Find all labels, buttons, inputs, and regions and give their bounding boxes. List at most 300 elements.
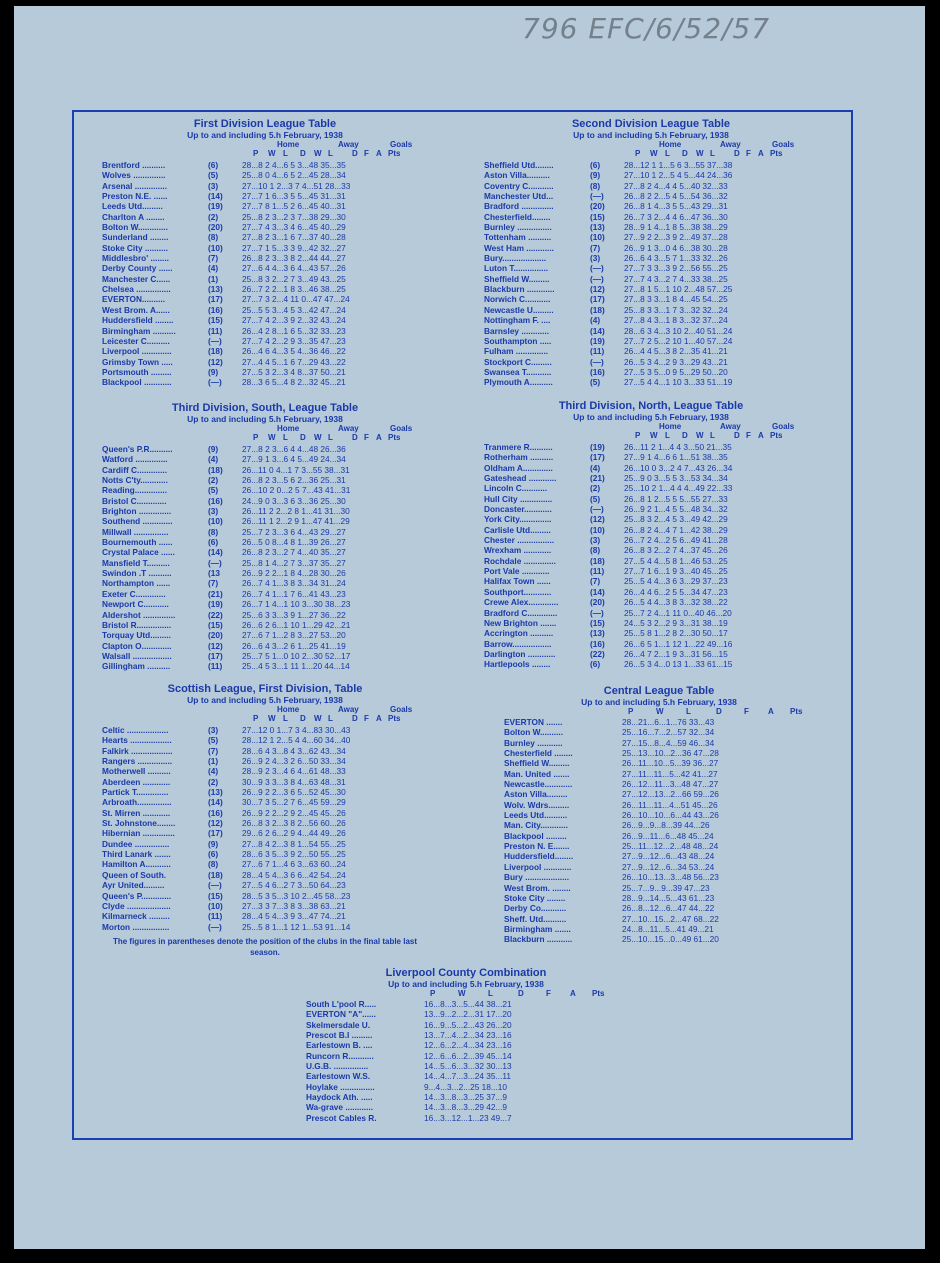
table-row [102, 661, 428, 671]
table-row [504, 872, 814, 882]
last-season-position: (22) [208, 609, 223, 620]
table-row [504, 738, 814, 748]
last-season-position: (—) [208, 921, 222, 932]
table-row [102, 253, 428, 263]
last-season-position: (15) [208, 315, 223, 326]
team-name: Leicester C.......... [102, 335, 170, 346]
table-row [306, 1071, 626, 1081]
table-body [306, 999, 626, 1123]
col-header-a: A [376, 149, 382, 158]
col-header-pts: Pts [770, 431, 783, 440]
col-header-pts: Pts [388, 433, 401, 442]
team-name: Queen's P.R.......... [102, 444, 173, 454]
row-stats: 26...4 4 6...2 5 5...34 47...23 [624, 586, 728, 597]
last-season-position: (13 [208, 568, 220, 579]
last-season-position: (18) [208, 869, 223, 880]
table-row [484, 597, 818, 607]
home-header: Home [277, 140, 300, 149]
team-name: Preston N. E....... [504, 841, 570, 852]
table-row [306, 1092, 626, 1102]
team-name: Halifax Town ...... [484, 576, 551, 587]
table-row [484, 545, 818, 555]
away-header: Away [338, 140, 359, 149]
row-stats: 25...8 0 4...6 5 2...45 28...34 [242, 170, 346, 181]
team-name: West Ham ............ [484, 242, 554, 253]
row-stats: 27...7 2 5...2 10 1...40 57...24 [624, 335, 733, 346]
col-header-a: A [758, 149, 764, 158]
row-stats: 27...8 3 3...1 8 4...45 54...25 [624, 294, 728, 305]
last-season-position: (8) [590, 545, 601, 556]
team-name: Clyde ................... [102, 900, 171, 911]
row-stats: 27...7 4 3...3 4 6...45 40...29 [242, 222, 346, 233]
scottish-first-division-table [102, 683, 428, 958]
team-name: Charlton A ........ [102, 211, 165, 222]
last-season-position: (18) [208, 464, 223, 475]
table-row [484, 483, 818, 493]
team-name: Runcorn R........... [306, 1050, 374, 1061]
team-name: Stockport C......... [484, 356, 552, 367]
team-name: Celtic .................. [102, 725, 169, 735]
team-name: Huddersfield........ [504, 851, 574, 862]
team-name: Hartlepools ........ [484, 659, 551, 670]
row-stats: 27...7 1 6...3 5 5...45 31...31 [242, 191, 346, 202]
col-header-d: D [716, 707, 722, 716]
col-header-pts: Pts [790, 707, 803, 716]
team-name: Leeds Utd......... [102, 201, 163, 212]
last-season-position: (6) [208, 849, 219, 860]
team-name: Partick T.............. [102, 787, 169, 798]
team-name: Clapton O............. [102, 640, 172, 651]
row-stats: 27...7 4 2...2 9 3...35 47...23 [242, 335, 346, 346]
last-season-position: (11) [208, 911, 223, 922]
table-row [504, 862, 814, 872]
last-season-position: (5) [208, 170, 219, 181]
last-season-position: (—) [590, 191, 604, 202]
row-stats: 27...8 2 4...4 4 5...40 32...33 [624, 180, 728, 191]
last-season-position: (8) [590, 180, 601, 191]
team-name: Brighton .............. [102, 506, 172, 517]
table-row [484, 357, 818, 367]
row-stats: 26...10...10...6...44 43...26 [622, 810, 719, 821]
table-row [484, 170, 818, 180]
row-stats: 25...5 4 4...3 6 3...29 37...23 [624, 576, 728, 587]
table-row [102, 630, 428, 640]
table-row [102, 496, 428, 506]
last-season-position: (13) [208, 787, 223, 798]
row-stats: 25...8 3 2...4 5 3...49 42...29 [624, 514, 728, 525]
table-row [102, 599, 428, 609]
row-stats: 28...9 2 3...4 6 4...61 48...33 [242, 766, 346, 777]
last-season-position: (6) [208, 160, 219, 170]
col-header-f: F [746, 431, 751, 440]
team-name: Carlisle Utd......... [484, 524, 551, 535]
team-name: West Brom. A...... [102, 304, 170, 315]
last-season-position: (15) [208, 890, 223, 901]
row-stats: 26...9 2 1...4 5 5...48 34...32 [624, 504, 728, 515]
table-row [102, 516, 428, 526]
table-row [504, 820, 814, 830]
team-name: Crystal Palace ...... [102, 547, 175, 558]
last-season-position: (1) [208, 756, 219, 767]
team-name: Portsmouth ......... [102, 366, 172, 377]
team-name: Wolv. Wdrs......... [504, 799, 570, 810]
team-name: Hibernian .............. [102, 828, 175, 839]
team-name: Southampton ..... [484, 335, 552, 346]
row-stats: 25...8 3 2...2 7 3...49 43...25 [242, 273, 346, 284]
column-headers [484, 140, 818, 160]
team-name: Norwich C........... [484, 294, 551, 305]
row-stats: 28...9 1 4...1 8 5...38 38...29 [624, 222, 728, 233]
table-title: Scottish League, First Division, Table [167, 683, 363, 695]
column-headers [102, 705, 428, 725]
team-name: Brentford .......... [102, 160, 166, 170]
row-stats: 24...9 0 3...3 6 3...36 25...30 [242, 495, 346, 506]
team-name: Arbroath............... [102, 797, 172, 808]
col-header-p: P [635, 431, 641, 440]
team-name: Gillingham .......... [102, 661, 171, 672]
last-season-position: (19) [590, 442, 605, 452]
row-stats: 27...8 2 3...6 4 4...48 26...36 [242, 444, 346, 454]
last-season-position: (16) [208, 304, 223, 315]
col-header-f: F [744, 707, 749, 716]
table-row [306, 1102, 626, 1112]
team-name: Queen of South. [102, 869, 167, 880]
table-row [306, 1030, 626, 1040]
row-stats: 26...11...10...5...39 36...27 [622, 758, 719, 769]
row-stats: 27...9...12...6...43 48...24 [622, 851, 715, 862]
team-name: Plymouth A.......... [484, 377, 553, 388]
team-name: Haydock Ath. ..... [306, 1092, 373, 1103]
table-row [102, 777, 428, 787]
team-name: Bristol C............. [102, 495, 167, 506]
row-stats: 27...12 0 1...7 3 4...83 30...43 [242, 725, 351, 735]
row-stats: 27...7 4 3...2 7 4...33 38...25 [624, 273, 728, 284]
table-row [484, 649, 818, 659]
row-stats: 25...10 2 1...4 4 4...49 22...33 [624, 483, 733, 494]
team-name: Derby Co........... [504, 903, 567, 914]
team-name: Bury................... [484, 253, 547, 264]
table-row [102, 859, 428, 869]
team-name: New Brighton ....... [484, 617, 557, 628]
table-row [102, 808, 428, 818]
team-name: Bolton W.......... [504, 727, 563, 738]
last-season-position: (14) [590, 325, 605, 336]
last-season-position: (9) [590, 170, 601, 181]
last-season-position: (17) [208, 650, 223, 661]
team-name: Kilmarneck ......... [102, 911, 170, 922]
team-name: Sheffield W......... [484, 273, 550, 284]
last-season-position: (11) [208, 325, 223, 336]
last-season-position: (5) [590, 377, 601, 388]
table-row [102, 725, 428, 735]
row-stats: 26...10...13...3...48 56...23 [622, 872, 719, 883]
last-season-position: (5) [208, 485, 219, 496]
table-body [102, 444, 428, 672]
row-stats: 26...8 3 2...2 7 4...37 45...26 [624, 545, 728, 556]
team-name: Arsenal .............. [102, 180, 168, 191]
table-row [484, 222, 818, 232]
table-row [504, 769, 814, 779]
table-row [102, 839, 428, 849]
last-season-position: (7) [208, 578, 219, 589]
home-header: Home [659, 140, 682, 149]
team-name: Leeds Utd.......... [504, 810, 568, 821]
col-header-w2: W [696, 149, 704, 158]
col-header-l: L [488, 989, 493, 998]
col-header-l: L [283, 433, 288, 442]
team-name: Falkirk .................. [102, 745, 173, 756]
team-name: Derby County ...... [102, 263, 173, 274]
last-season-position: (11) [590, 566, 605, 577]
row-stats: 27...6 7 1...4 6 3...63 60...24 [242, 859, 346, 870]
table-footnote: The figures in parentheses denote the position of the clubs in the final table last season. [112, 936, 418, 957]
table-row [102, 274, 428, 284]
last-season-position: (11) [208, 661, 223, 672]
table-row [102, 284, 428, 294]
table-row [484, 514, 818, 524]
table-row [484, 294, 818, 304]
last-season-position: (20) [208, 630, 223, 641]
team-name: Lincoln C........... [484, 483, 548, 494]
last-season-position: (2) [208, 776, 219, 787]
liverpool-county-combination-table [306, 967, 626, 1123]
last-season-position: (9) [208, 838, 219, 849]
row-stats: 26...9...9...8...39 44...26 [622, 820, 710, 831]
team-name: Bolton W............. [102, 222, 168, 233]
table-row [504, 727, 814, 737]
team-name: Bristol R............... [102, 619, 172, 630]
team-name: Burnley ........... [504, 737, 563, 748]
table-row [102, 170, 428, 180]
last-season-position: (8) [208, 232, 219, 243]
row-stats: 27...10 1 2...3 7 4...51 28...33 [242, 180, 351, 191]
last-season-position: (11) [590, 346, 605, 357]
team-name: Walsall ................. [102, 650, 172, 661]
col-header-p: P [628, 707, 634, 716]
last-season-position: (19) [208, 599, 223, 610]
table-row [102, 735, 428, 745]
table-row [504, 758, 814, 768]
table-row [484, 628, 818, 638]
col-header-p: P [253, 149, 259, 158]
team-name: Bradford .............. [484, 201, 554, 212]
table-row [484, 326, 818, 336]
col-header-w2: W [314, 149, 322, 158]
team-name: Doncaster............ [484, 504, 552, 515]
table-row [102, 849, 428, 859]
last-season-position: (19) [590, 335, 605, 346]
table-row [102, 620, 428, 630]
row-stats: 26...8...12...6...47 44...22 [622, 903, 715, 914]
row-stats: 26...8 1 2...5 5 5...55 27...33 [624, 493, 728, 504]
team-name: Coventry C........... [484, 180, 554, 191]
row-stats: 27...9 2 2...3 9 2...49 37...28 [624, 232, 728, 243]
team-name: Tranmere R.......... [484, 442, 553, 452]
row-stats: 27...8 1 5...1 10 2...48 57...25 [624, 284, 733, 295]
table-row [504, 893, 814, 903]
last-season-position: (4) [208, 766, 219, 777]
col-header-d: D [518, 989, 524, 998]
team-name: Third Lanark ....... [102, 849, 171, 860]
team-name: West Brom. ........ [504, 882, 571, 893]
row-stats: 25...10...15...0...49 61...20 [622, 934, 719, 945]
table-title: Central League Table [603, 685, 715, 697]
team-name: EVERTON ....... [504, 717, 563, 727]
col-header-a: A [768, 707, 774, 716]
col-header-w: W [650, 431, 658, 440]
last-season-position: (17) [208, 294, 223, 305]
table-row [102, 891, 428, 901]
row-stats: 28...6 3 4...3 10 2...40 51...24 [624, 325, 733, 336]
table-body [484, 160, 818, 388]
col-header-p: P [253, 433, 259, 442]
team-name: Northampton ...... [102, 578, 171, 589]
team-name: Chelsea ............... [102, 284, 171, 295]
team-name: Port Vale ............ [484, 566, 550, 577]
last-season-position: (3) [590, 253, 601, 264]
row-stats: 27...8 2 3...1 6 7...37 40...28 [242, 232, 346, 243]
last-season-position: (18) [590, 555, 605, 566]
table-row [504, 903, 814, 913]
row-stats: 26...8 2 4...4 7 1...42 38...29 [624, 524, 728, 535]
col-header-a: A [758, 431, 764, 440]
team-name: Middlesbro' ........ [102, 253, 169, 264]
archive-reference: 796 EFC/6/52/57 [522, 12, 771, 45]
row-stats: 29...6 2 6...2 9 4...44 49...26 [242, 828, 346, 839]
col-header-p: P [635, 149, 641, 158]
row-stats: 25...11...12...2...48 48...24 [622, 841, 719, 852]
table-row [484, 576, 818, 586]
team-name: Nottingham F. .... [484, 315, 551, 326]
last-season-position: (8) [208, 859, 219, 870]
row-stats: 26...5 4 4...3 8 3...32 38...22 [624, 597, 728, 608]
table-row [306, 1082, 626, 1092]
row-stats: 27...12...13...2...66 59...26 [622, 789, 719, 800]
row-stats: 26...5 3 4...2 9 3...29 43...21 [624, 356, 728, 367]
row-stats: 26...8 2 3...3 8 2...44 44...27 [242, 253, 346, 264]
table-row [102, 537, 428, 547]
row-stats: 26...9 1 3...0 4 6...38 30...28 [624, 242, 728, 253]
col-header-d: D [682, 431, 688, 440]
team-name: Hull City .............. [484, 493, 553, 504]
team-name: Manchester Utd... [484, 191, 554, 202]
last-season-position: (10) [208, 516, 223, 527]
table-row [484, 556, 818, 566]
team-name: Aldershot .............. [102, 609, 176, 620]
table-row [102, 797, 428, 807]
col-header-l: L [686, 707, 691, 716]
team-name: Southport............ [484, 586, 552, 597]
row-stats: 26...8 3 2...3 8 2...56 60...26 [242, 818, 346, 829]
col-header-l2: L [710, 149, 715, 158]
row-stats: 25...7 2 4...1 11 0...40 46...20 [624, 607, 732, 618]
table-row [102, 828, 428, 838]
table-row [504, 841, 814, 851]
table-row [484, 263, 818, 273]
team-name: Aston Villa......... [504, 789, 568, 800]
col-header-f: F [364, 714, 369, 723]
row-stats: 27...3 3 7...3 8 3...38 63...21 [242, 900, 346, 911]
col-header-d2: D [352, 433, 358, 442]
row-stats: 28...12 1 1...5 6 3...55 37...38 [624, 160, 733, 170]
team-name: St. Mirren ............ [102, 807, 171, 818]
team-name: Earlestown B. .... [306, 1040, 373, 1051]
table-row [484, 336, 818, 346]
table-row [102, 870, 428, 880]
table-row [306, 1040, 626, 1050]
last-season-position: (4) [590, 462, 601, 473]
last-season-position: (4) [590, 315, 601, 326]
col-header-l2: L [328, 433, 333, 442]
row-stats: 25...8 2 3...2 3 7...38 29...30 [242, 211, 346, 222]
row-stats: 26...8 1 4...3 5 5...43 29...31 [624, 201, 728, 212]
table-title: Second Division League Table [571, 118, 731, 130]
last-season-position: (10) [590, 232, 605, 243]
last-season-position: (8) [208, 526, 219, 537]
team-name: Mansfield T.......... [102, 557, 170, 568]
team-name: Ayr United......... [102, 880, 165, 891]
team-name: Tottenham .......... [484, 232, 552, 243]
row-stats: 27...9 1 4...6 6 1...51 38...35 [624, 452, 728, 463]
team-name: Preston N.E. ...... [102, 191, 168, 202]
team-name: Wolves .............. [102, 170, 166, 181]
row-stats: 26...9...11...6...48 45...24 [622, 830, 714, 841]
team-name: Barnsley ............ [484, 325, 550, 336]
team-name: Barrow................. [484, 638, 552, 649]
table-subtitle: Up to and including 5.h February, 1938 [573, 412, 729, 422]
table-row [102, 818, 428, 828]
col-header-w2: W [696, 431, 704, 440]
table-row [484, 160, 818, 170]
table-row [484, 232, 818, 242]
team-name: Blackburn ............ [484, 284, 555, 295]
last-season-position: (7) [208, 253, 219, 264]
table-row [102, 377, 428, 387]
col-header-pts: Pts [388, 149, 401, 158]
col-header-w2: W [314, 433, 322, 442]
third-division-north-table [484, 400, 818, 670]
row-stats: 26...8 2 3...5 6 2...36 25...31 [242, 475, 346, 486]
team-name: Blackburn ........... [504, 934, 573, 945]
team-name: South L'pool R..... [306, 999, 377, 1009]
team-name: Morton ................ [102, 921, 170, 932]
last-season-position: (—) [590, 607, 604, 618]
table-row [102, 651, 428, 661]
team-name: Chesterfield........ [484, 211, 551, 222]
table-row [484, 608, 818, 618]
table-row [306, 1020, 626, 1030]
team-name: Oldham A............. [484, 462, 553, 473]
row-stats: 12...6...2...4...34 23...16 [424, 1040, 512, 1051]
team-name: Skelmersdale U. [306, 1019, 371, 1030]
table-row [504, 800, 814, 810]
col-header-f: F [364, 149, 369, 158]
row-stats: 26...11 0 4...1 7 3...55 38...31 [242, 464, 350, 475]
table-row [484, 452, 818, 462]
table-row [102, 444, 428, 454]
table-subtitle: Up to and including 5.h February, 1938 [573, 130, 729, 140]
table-row [102, 787, 428, 797]
table-row [504, 851, 814, 861]
table-row [102, 568, 428, 578]
last-season-position: (17) [590, 294, 605, 305]
last-season-position: (7) [590, 576, 601, 587]
table-row [102, 243, 428, 253]
row-stats: 28...6 4 3...8 4 3...62 43...34 [242, 745, 346, 756]
col-header-w: W [650, 149, 658, 158]
row-stats: 25...7 5 1...0 10 2...30 52...17 [242, 650, 351, 661]
row-stats: 25...7...9...9...39 47...23 [622, 882, 710, 893]
